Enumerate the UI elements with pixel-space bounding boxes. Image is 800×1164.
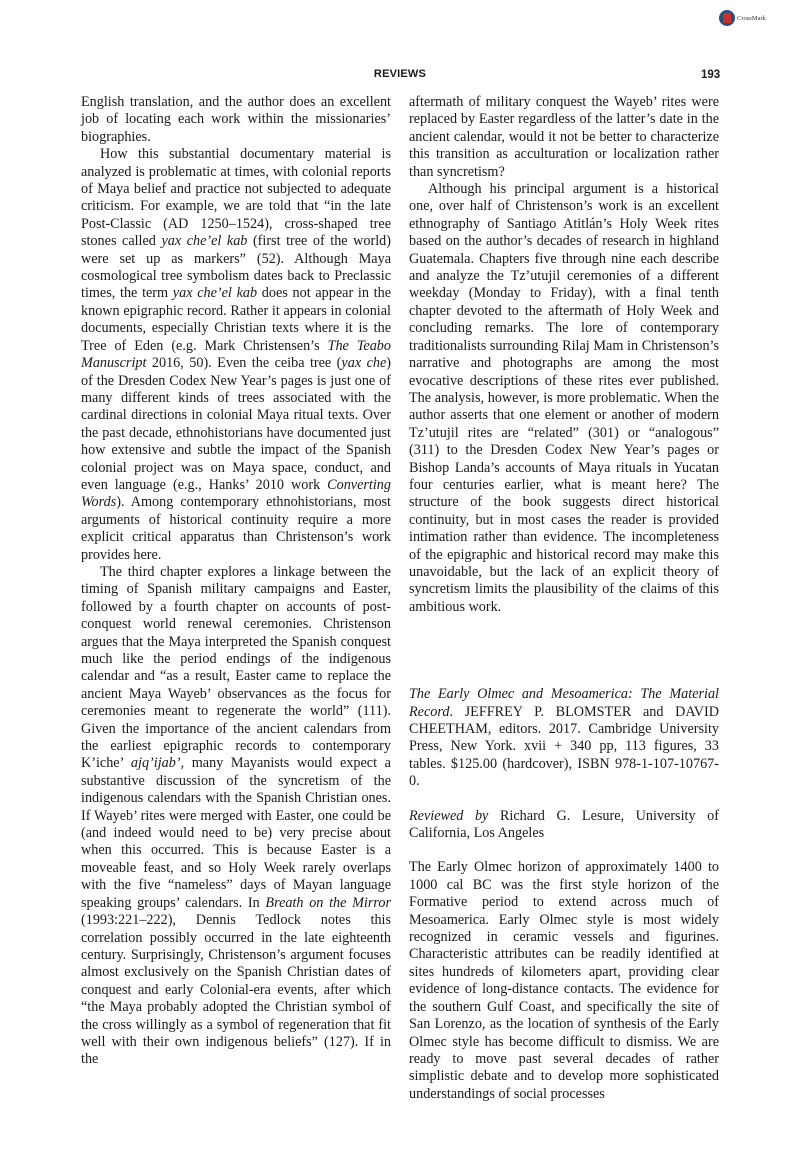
italic-term: yax che (341, 355, 387, 372)
paragraph: The Early Olmec horizon of approximately 1400 to 1000 cal BC was the first style horizon of the Formative period to extend across much of Mesoamerica. Early Olmec style is most widely recognized in ceramic vessels and figurines. Characteristic attributes can be readily identified at sites hundreds of kilometers apart, providing clear evidence of long-distance contacts. The evidence for the southern Gulf Coast, and specifically the site of San Lorenzo, as the location of synthesis of the Early Olmec style has become difficult to dismiss. We are ready to move past several decades of rather simplistic debate and to develop more sophisticated understandings of social processes (409, 859, 719, 1102)
book-citation: The Early Olmec and Mesoamerica: The Material Record. JEFFREY P. BLOMSTER and DAVID CHEETHAM, editors. 2017. Cambridge University Press, New York. xvii + 340 pp, 113 figures, 33 tables. $125.00 (hardcover), ISBN 978-1-107-10767-0. (409, 686, 719, 790)
italic-title: The Teabo Manuscript (81, 337, 391, 372)
paragraph: English translation, and the author does an excellent job of locating each work within the missionaries’ biographies. (81, 94, 391, 145)
paragraph: aftermath of military conquest the Wayeb’ rites were replaced by Easter regardless of the latter’s date in the ancient calendar, would it not be better to characterize this transition as acculturation or localization rather than syncretism? (409, 94, 719, 180)
running-head: REVIEWS (373, 68, 427, 80)
paragraph: The third chapter explores a linkage between the timing of Spanish military campaigns and Easter, followed by a fourth chapter on accounts of post-conquest world renewal ceremonies. Christenson argues that the Maya interpreted the Spanish conquest much like the period endings of the indigenous calendar and “as a result, Easter came to replace the ancient Maya Wayeb’ observances as the focus for ceremonies meant to regenerate the world” (111). Given the importance of the ancient calendars from the earliest epigraphic records to contemporary K’iche’ ajq’ijab’, many Mayanists would expect a substantive discussion of the syncretism of the indigenous calendars with the Spanish Christian ones. If Wayeb’ rites were merged with Easter, one could be (and indeed would need to be) very precise about when this occurred. This is because Easter is a moveable feast, and so Holy Week rarely overlaps with the five “nameless” days of Mayan language speaking groups’ calendars. In Breath on the Mirror (1993:221–222), Dennis Tedlock notes this correlation possibly occurred in the late eighteenth century. Surprisingly, Christenson’s argument focuses almost exclusively on the Spanish Christian dates of conquest and early Colonial-era events, after which “the Maya probably adopted the Christian symbol of the cross willingly as a symbol of regeneration that fit well with their own indigenous beliefs” (127). If in the (81, 563, 391, 1068)
reviewer-name: Richard G. Lesure, University of California, Los Angeles (409, 807, 719, 842)
italic-term: yax che’el kab (172, 285, 258, 302)
italic-title: Converting Words (81, 476, 391, 511)
crossmark-icon (719, 10, 735, 26)
paragraph: Although his principal argument is a historical one, over half of Christenson’s work is an excellent ethnography of Santiago Atitlán’s Holy Week rites based on the author’s decades of research in highland Guatemala. Chapters five through nine each describe and analyze the Tz’utujil ceremonies of a different weekday (Monday to Friday), with a final tenth chapter devoted to the aftermath of Holy Week and concluding remarks. The lore of contemporary traditionalists surrounding Rilaj Mam in Christenson’s narrative and photographs are among the most evocative descriptions of these rites ever published. The analysis, however, is more problematic. When the author asserts that one element or another of modern Tz’utujil rites are “related” (301) or “analogous” (311) to the Dresden Codex New Year’s pages or Bishop Landa’s accounts of Maya rituals in Yucatan four centuries earlier, what is meant here? The structure of the book suggests direct historical continuity, but in most cases the reader is provided intimation rather than evidence. The incompleteness of the epigraphic and historical record may make this unavoidable, but the lack of an explicit theory of syncretism limits the plausibility of the claims of this ambitious work. (409, 181, 719, 615)
page-number: 193 (701, 69, 721, 81)
reviewer-line (409, 808, 719, 843)
crossmark-badge[interactable] (719, 10, 766, 26)
spacer (409, 791, 719, 808)
paragraph: How this substantial documentary material is analyzed is problematic at times, with colonial reports of Maya belief and practice not subjected to adequate criticism. For example, we are told that “in the late Post-Classic (AD 1250–1524), cross-shaped tree stones called yax che’el kab (first tree of the world) were set up as markers” (52). Although Maya cosmological tree symbolism dates back to Preclassic times, the term yax che’el kab does not appear in the known epigraphic record. Rather it appears in colonial documents, especially Christian texts where it is the Tree of Eden (e.g. Mark Christensen’s The Teabo Manuscript 2016, 50). Even the ceiba tree (yax che) of the Dresden Codex New Year’s pages is just one of many different kinds of trees associated with the cardinal directions in colonial Maya ritual texts. Over the past decade, ethnohistorians have documented just how extensive and subtle the impact of the Spanish colonial project was on Maya space, conduct, and even language (e.g., Hanks’ 2010 work Converting Words). Among contemporary ethnohistorians, most arguments of historical continuity require a more explicit critical apparatus than Christenson’s work provides here. (81, 146, 392, 563)
section-spacer (409, 616, 719, 686)
left-column (81, 94, 391, 1069)
crossmark-label: CrossMark (737, 14, 766, 22)
italic-term: yax che’el kab (161, 233, 248, 250)
reviewed-by-label: Reviewed by (409, 807, 489, 824)
italic-term: ajq’ijab’ (130, 755, 181, 772)
right-column (409, 94, 719, 1103)
spacer (409, 842, 719, 859)
italic-title: Breath on the Mirror (265, 894, 391, 911)
book-title: The Early Olmec and Mesoamerica: The Material Record (409, 686, 719, 720)
